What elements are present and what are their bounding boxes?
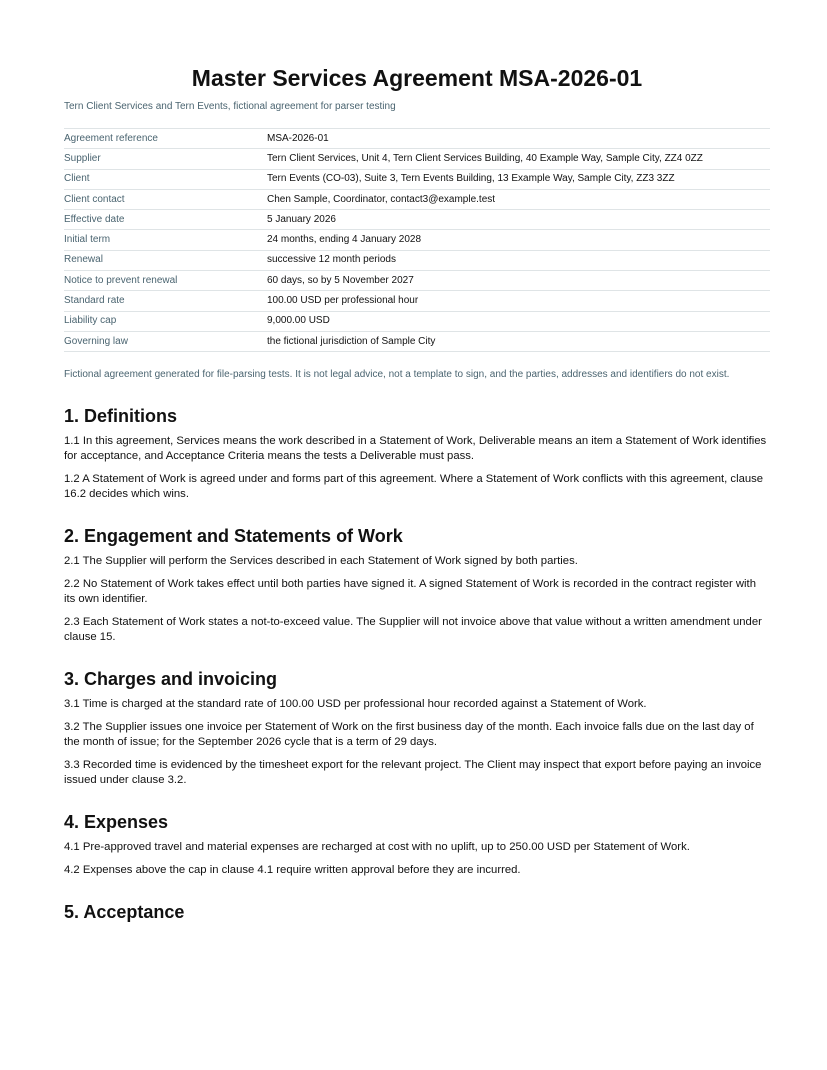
table-row	[64, 129, 770, 149]
term-label: Notice to prevent renewal	[64, 271, 267, 291]
clause: 1.2 A Statement of Work is agreed under and forms part of this agreement. Where a Statement of Work conflicts with this agreement, clause 16.2 decides which wins.	[64, 473, 764, 501]
table-row	[64, 250, 770, 270]
key-terms-table	[64, 128, 770, 352]
document-title: Master Services Agreement MSA-2026-01	[191, 65, 643, 91]
section-heading: 4. Expenses	[64, 812, 169, 833]
section-heading: 5. Acceptance	[64, 902, 185, 923]
term-value: Tern Events (CO-03), Suite 3, Tern Events Building, 13 Example Way, Sample City, ZZ3 3ZZ	[267, 169, 770, 189]
clause: 4.1 Pre-approved travel and material expenses are recharged at cost with no uplift, up to 250.00 USD per Statement of Work.	[64, 841, 690, 854]
clause: 3.2 The Supplier issues one invoice per Statement of Work on the first business day of the month. Each invoice falls due on the last day of the month of issue; for the September 2026 cycle that is a term of 29 days.	[64, 721, 754, 749]
section-engagement	[64, 525, 770, 645]
term-value: 9,000.00 USD	[267, 311, 770, 331]
section-heading: 1. Definitions	[64, 406, 178, 427]
table-row	[64, 210, 770, 230]
term-label: Renewal	[64, 250, 267, 270]
term-value: MSA-2026-01	[267, 129, 770, 149]
section-acceptance	[64, 901, 770, 923]
document-subtitle: Tern Client Services and Tern Events, fictional agreement for parser testing	[64, 101, 396, 112]
table-row	[64, 169, 770, 189]
term-value: 60 days, so by 5 November 2027	[267, 271, 770, 291]
term-value: the fictional jurisdiction of Sample City	[267, 331, 770, 351]
term-label: Supplier	[64, 149, 267, 169]
clause: 4.2 Expenses above the cap in clause 4.1 require written approval before they are incurred.	[64, 864, 521, 877]
section-definitions	[64, 405, 770, 502]
table-row	[64, 271, 770, 291]
term-value: Tern Client Services, Unit 4, Tern Client Services Building, 40 Example Way, Sample City, ZZ4 0ZZ	[267, 149, 770, 169]
table-row	[64, 331, 770, 351]
term-label: Client contact	[64, 189, 267, 209]
clause: 2.2 No Statement of Work takes effect until both parties have signed it. A signed Statement of Work is recorded in the contract register with its own identifier.	[64, 578, 756, 606]
table-row	[64, 311, 770, 331]
term-label: Effective date	[64, 210, 267, 230]
term-value: successive 12 month periods	[267, 250, 770, 270]
term-value: 100.00 USD per professional hour	[267, 291, 770, 311]
term-label: Governing law	[64, 331, 267, 351]
term-label: Liability cap	[64, 311, 267, 331]
section-expenses	[64, 811, 770, 878]
table-row	[64, 189, 770, 209]
clause: 2.1 The Supplier will perform the Services described in each Statement of Work signed by both parties.	[64, 555, 578, 568]
section-heading: 2. Engagement and Statements of Work	[64, 526, 403, 547]
clause: 1.1 In this agreement, Services means the work described in a Statement of Work, Deliverable means an item a Statement of Work identifies for acceptance, and Acceptance Criteria means the tests a Deliverable must pass.	[64, 435, 767, 463]
term-label: Standard rate	[64, 291, 267, 311]
clause: 3.3 Recorded time is evidenced by the timesheet export for the relevant project. The Client may inspect that export before paying an invoice issued under clause 3.2.	[64, 759, 762, 787]
clause: 2.3 Each Statement of Work states a not-to-exceed value. The Supplier will not invoice above that value without a written amendment under clause 15.	[64, 616, 762, 644]
term-value: Chen Sample, Coordinator, contact3@example.test	[267, 189, 770, 209]
term-value: 5 January 2026	[267, 210, 770, 230]
table-row	[64, 149, 770, 169]
term-label: Initial term	[64, 230, 267, 250]
term-value: 24 months, ending 4 January 2028	[267, 230, 770, 250]
section-charges	[64, 668, 770, 788]
clause: 3.1 Time is charged at the standard rate of 100.00 USD per professional hour recorded against a Statement of Work.	[64, 698, 647, 711]
table-row	[64, 291, 770, 311]
term-label: Agreement reference	[64, 129, 267, 149]
table-row	[64, 230, 770, 250]
disclaimer-note: Fictional agreement generated for file-parsing tests. It is not legal advice, not a template to sign, and the parties, addresses and identifiers do not exist.	[64, 369, 730, 381]
section-heading: 3. Charges and invoicing	[64, 669, 278, 690]
term-label: Client	[64, 169, 267, 189]
